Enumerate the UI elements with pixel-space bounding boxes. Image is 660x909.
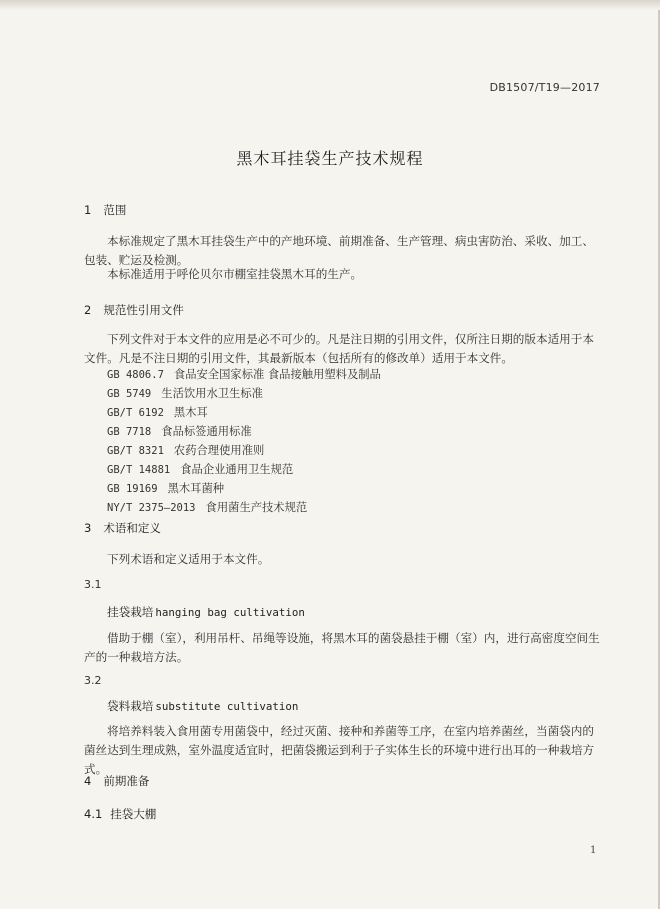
term-en: substitute cultivation: [155, 700, 299, 713]
list-item: GB/T 6192 黑木耳: [107, 406, 208, 419]
section-number: 2: [84, 303, 92, 317]
subsection-heading-4-1: [84, 806, 156, 822]
term-number: 3.2: [84, 674, 102, 687]
section-number: 1: [84, 203, 92, 217]
scan-top-edge: [0, 0, 660, 10]
section-number: 3: [84, 521, 92, 535]
section-heading-4: [84, 773, 149, 789]
scope-paragraph: 本标准规定了黑木耳挂袋生产中的产地环境、前期准备、生产管理、病虫害防治、采收、加工、包装、贮运及检测。: [84, 234, 594, 267]
section-heading-2: [84, 302, 184, 318]
subsection-number: 4.1: [84, 807, 103, 821]
list-item: GB/T 14881 食品企业通用卫生规范: [107, 463, 294, 476]
section-heading-3: [84, 520, 161, 536]
term-definition: 将培养料装入食用菌专用菌袋中，经过灭菌、接种和养菌等工序，在室内培养菌丝，当菌袋内的菌丝达到生理成熟，室外温度适宜时，把菌袋搬运到利于子实体生长的环境中进行出耳的一种栽培方式。: [84, 724, 595, 776]
term-zh: 挂袋栽培: [107, 605, 154, 619]
term-en: hanging bag cultivation: [155, 606, 305, 619]
subsection-title: 挂袋大棚: [110, 807, 157, 821]
scope-applicability: 本标准适用于呼伦贝尔市棚室挂袋黑木耳的生产。: [107, 267, 363, 281]
section-title: 范围: [103, 203, 127, 217]
list-item: GB 5749 生活饮用水卫生标准: [107, 387, 263, 400]
list-item: GB/T 8321 农药合理使用准则: [107, 444, 265, 457]
standard-code: DB1507/T19—2017: [489, 81, 600, 94]
document-title: 黑木耳挂袋生产技术规程: [236, 149, 424, 168]
term-heading: [107, 604, 305, 620]
list-item: GB 7718 食品标签通用标准: [107, 425, 252, 438]
list-item: GB 4806.7 食品安全国家标准 食品接触用塑料及制品: [107, 368, 381, 381]
term-heading: [107, 698, 298, 714]
term-number: 3.1: [84, 578, 102, 591]
section-title: 规范性引用文件: [103, 303, 184, 317]
reference-list: [107, 365, 381, 517]
section-number: 4: [84, 774, 92, 788]
list-item: GB 19169 黑木耳菌种: [107, 482, 225, 495]
term-zh: 袋料栽培: [107, 699, 154, 713]
section-title: 前期准备: [103, 774, 150, 788]
term-definition: 借助于棚（室），利用吊杆、吊绳等设施，将黑木耳的菌袋悬挂于棚（室）内，进行高密度空间生产的一种栽培方法。: [84, 631, 600, 664]
terms-intro: 下列术语和定义适用于本文件。: [107, 552, 270, 566]
list-item: NY/T 2375—2013 食用菌生产技术规范: [107, 501, 308, 514]
section-title: 术语和定义: [103, 521, 161, 535]
section-heading-1: [84, 202, 126, 218]
normative-references-intro: 下列文件对于本文件的应用是必不可少的。凡是注日期的引用文件，仅所注日期的版本适用于本文件。凡是不注日期的引用文件，其最新版本（包括所有的修改单）适用于本文件。: [84, 332, 594, 365]
page-number: 1: [590, 845, 597, 856]
